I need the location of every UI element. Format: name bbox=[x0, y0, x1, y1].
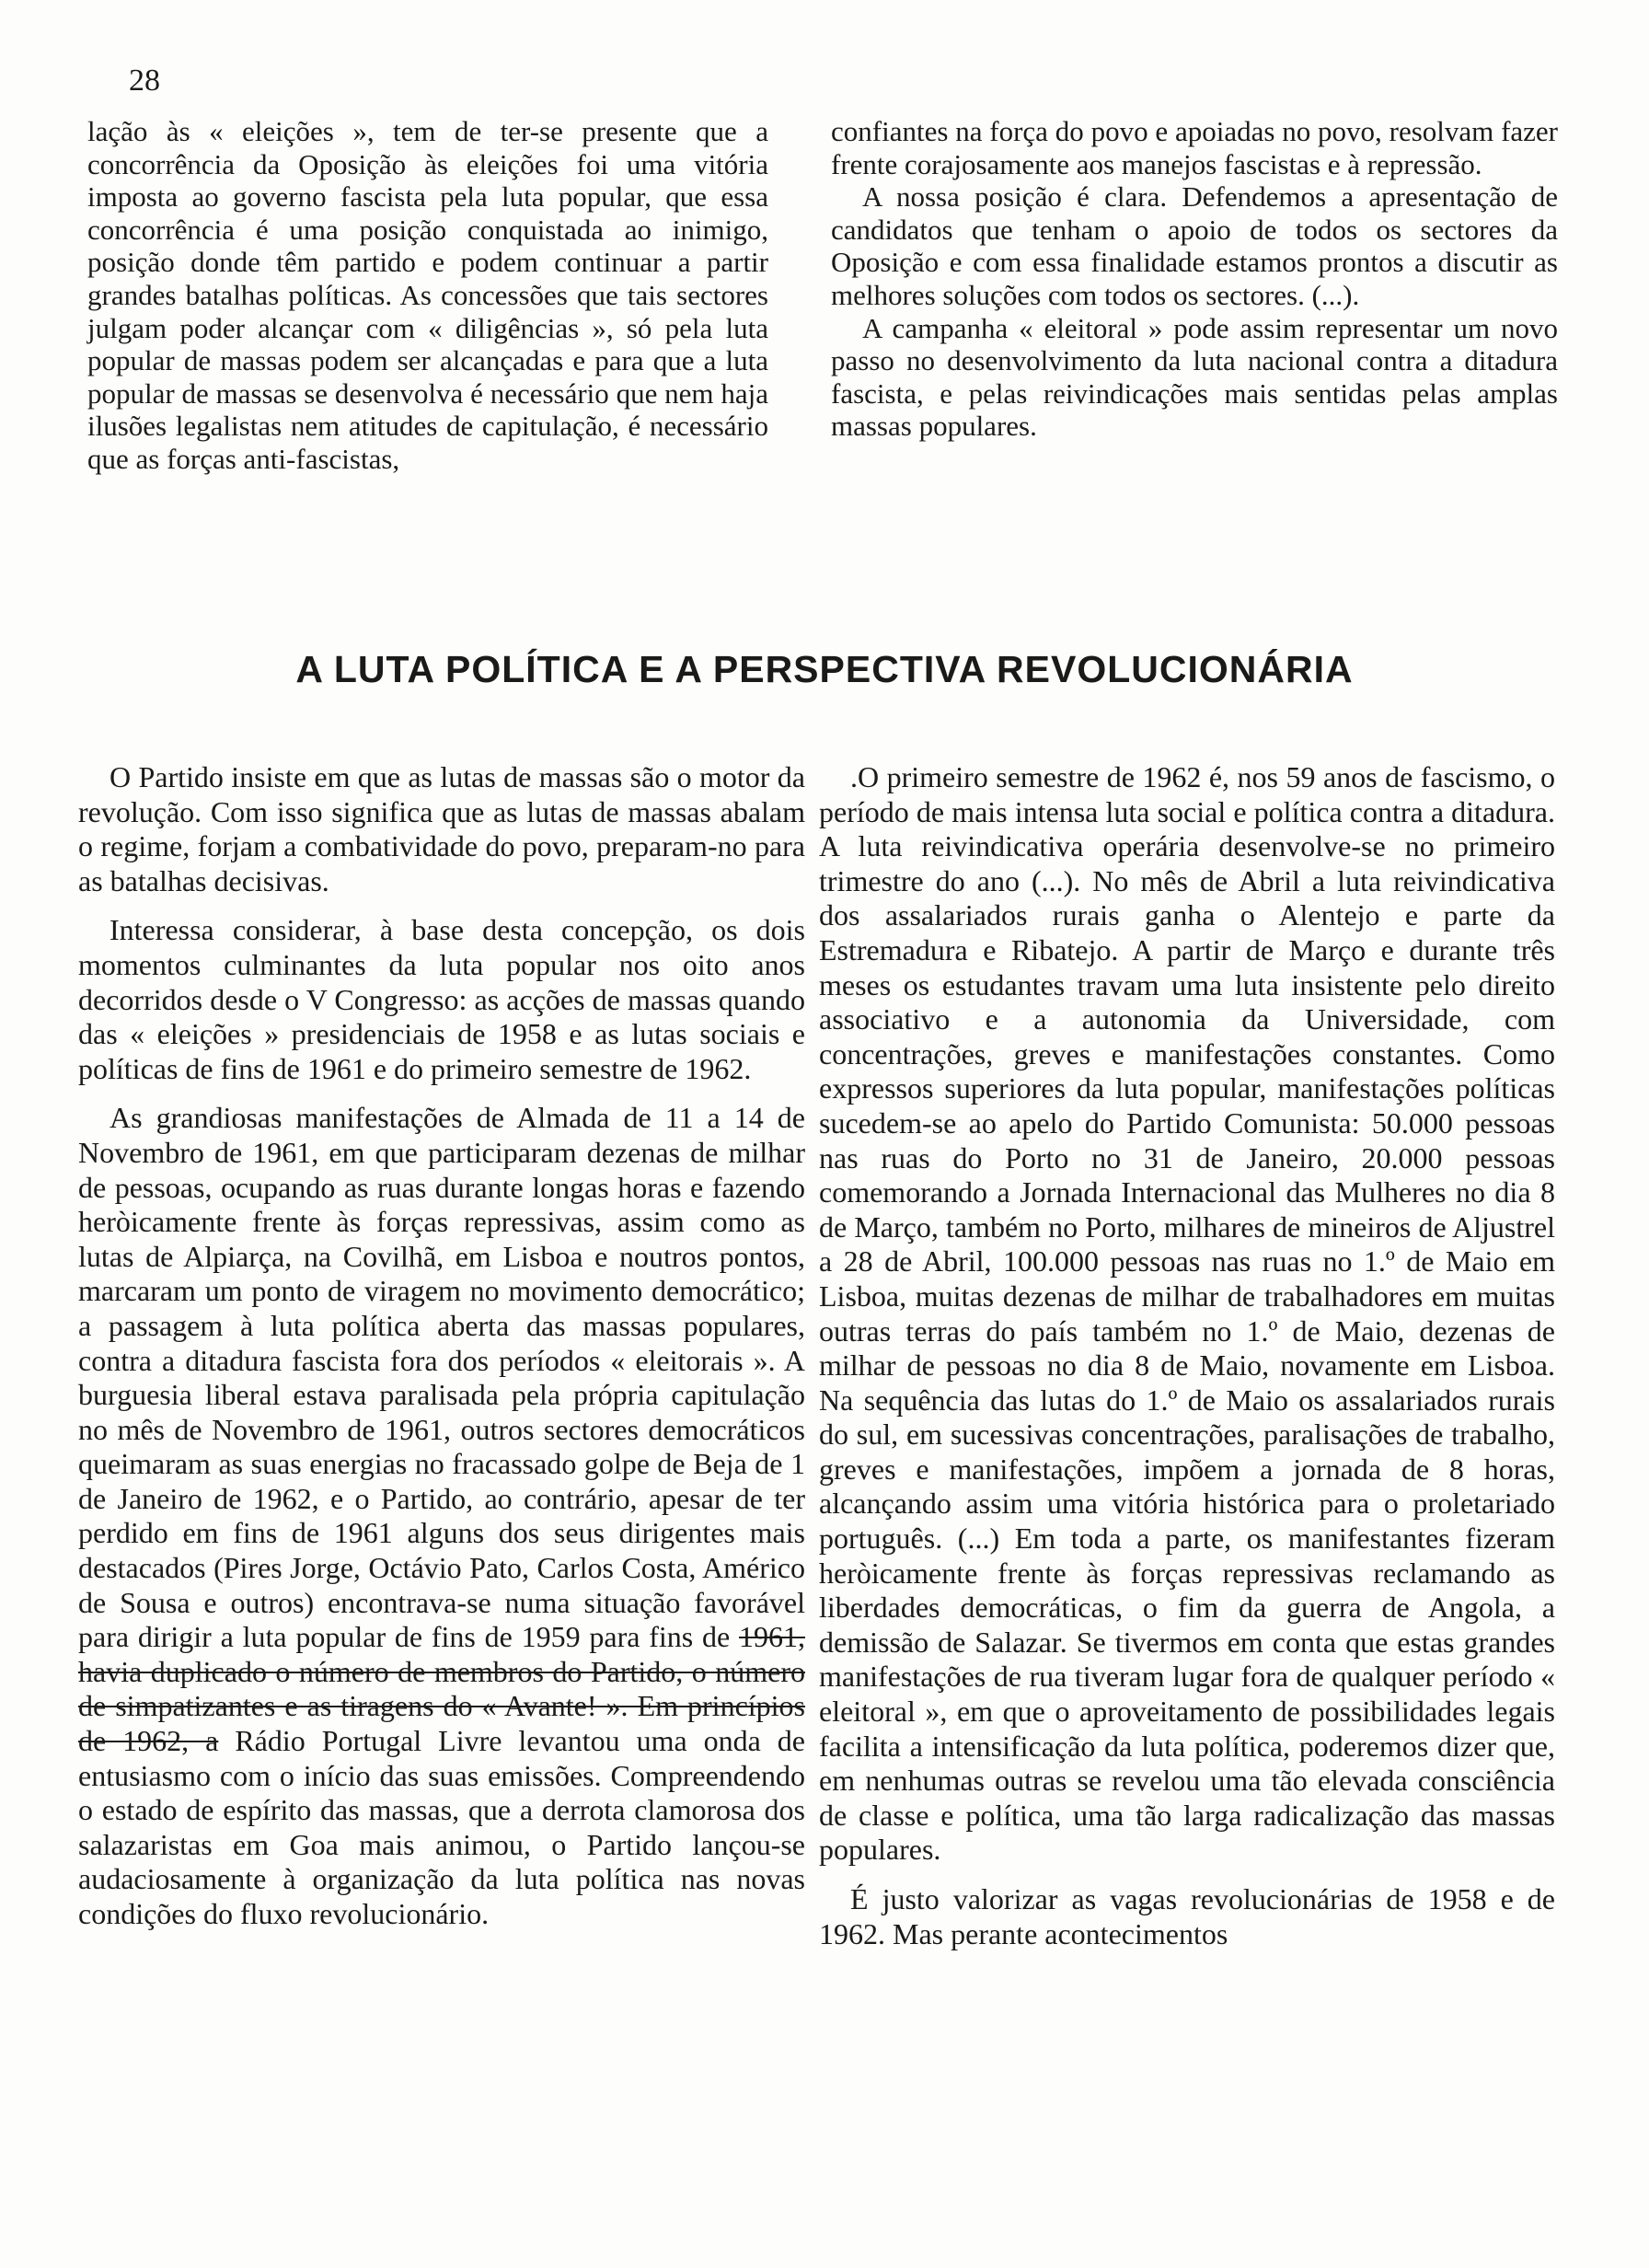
struck-through-text: 1961, havia duplicado o número de membros do Partido, o número de simpatizantes e as tiragens do « Avante! ». Em princípios de 1962, a bbox=[78, 1620, 805, 1758]
top-right-paragraph: confiantes na força do povo e apoiadas no povo, resolvam fazer frente corajosamente aos manejos fascistas e à repressão. bbox=[831, 115, 1558, 180]
bottom-right-paragraph: É justo valorizar as vagas revolucionárias de 1958 e de 1962. Mas perante acontecimentos bbox=[819, 1882, 1555, 1950]
top-right-paragraph: A campanha « eleitoral » pode assim representar um novo passo no desenvolvimento da luta nacional contra a ditadura fascista, e pelas reivindicações mais sentidas pelas amplas massas populares. bbox=[831, 311, 1558, 443]
bottom-right-column bbox=[819, 760, 1555, 1951]
paragraph-text: Rádio Portugal Livre levantou uma onda de entusiasmo com o início das suas emissões. Compreendendo o estado de espírito das massas, que a derrota clamorosa dos salazaristas em Goa mais animou, o Partido lançou-se audaciosamente à organização da luta política nas novas condições do fluxo revolucionário. bbox=[78, 1724, 806, 1930]
top-right-paragraph: A nossa posição é clara. Defendemos a apresentação de candidatos que tenham o apoio de todos os sectores da Oposição e com essa finalidade estamos prontos a discutir as melhores soluções com todos os sectores. (...). bbox=[831, 180, 1558, 311]
page-number: 28 bbox=[129, 64, 160, 98]
bottom-right-paragraph: .O primeiro semestre de 1962 é, nos 59 anos de fascismo, o período de mais intensa luta social e política contra a ditadura. A luta reivindicativa operária desenvolve-se no primeiro trimestre do ano (...). No mês de Abril a luta reivindicativa dos assalariados rurais ganha o Alentejo e parte da Estremadura e Ribatejo. A partir de Março e durante três meses os estudantes travam uma luta insistente pelo direito associativo e a autonomia da Universidade, com concentrações, greves e manifestações constantes. Como expressos superiores da luta popular, manifestações políticas sucedem-se ao apelo do Partido Comunista: 50.000 pessoas nas ruas do Porto no 31 de Janeiro, 20.000 pessoas comemorando a Jornada Internacional das Mulheres no dia 8 de Março, também no Porto, milhares de mineiros de Aljustrel a 28 de Abril, 100.000 pessoas nas ruas no 1.º de Maio em Lisboa, muitas dezenas de milhar de trabalhadores em muitas outras terras do país também no 1.º de Maio, dezenas de milhar de pessoas no dia 8 de Maio, novamente em Lisboa. Na sequência das lutas do 1.º de Maio os assalariados rurais do sul, em sucessivas concentrações, paralisações de trabalho, greves e manifestações, impõem a jornada de 8 horas, alcançando assim uma vitória histórica para o proletariado português. (...) Em toda a parte, os manifestantes fizeram heròicamente frente às forças repressivas reclamando as liberdades democráticas, o fim da guerra de Angola, a demissão de Salazar. Se tivermos em conta que estas grandes manifestações de rua tiveram lugar fora de qualquer período « eleitoral », em que o aproveitamento de possibilidades legais facilita a intensificação da luta política, poderemos dizer que, em nenhumas outras se revelou uma tão elevada consciência de classe e política, uma tão larga radicalização das massas populares. bbox=[819, 760, 1555, 1867]
top-left-paragraph: lação às « eleições », tem de ter-se presente que a concorrência da Oposição às eleições foi uma vitória imposta ao governo fascista pela luta popular, que essa concorrência é uma posição conquistada ao inimigo, posição donde têm partido e podem continuar a partir grandes batalhas políticas. As concessões que tais sectores julgam poder alcançar com « diligências », só pela luta popular de massas podem ser alcançadas e para que a luta popular de massas se desenvolva é necessário que nem haja ilusões legalistas nem atitudes de capitulação, é necessário que as forças anti-fascistas, bbox=[87, 115, 768, 475]
bottom-left-paragraph: Interessa considerar, à base desta concepção, os dois momentos culminantes da luta popular nos oito anos decorridos desde o V Congresso: as acções de massas quando das « eleições » presidenciais de 1958 e as lutas sociais e políticas de fins de 1961 e do primeiro semestre de 1962. bbox=[78, 913, 805, 1085]
top-left-column bbox=[87, 115, 768, 476]
bottom-left-column bbox=[78, 760, 805, 1932]
section-title: A LUTA POLÍTICA E A PERSPECTIVA REVOLUCIONÁRIA bbox=[295, 648, 1354, 690]
top-right-column bbox=[831, 115, 1558, 443]
bottom-left-paragraph bbox=[78, 1101, 805, 1931]
bottom-left-paragraph: O Partido insiste em que as lutas de massas são o motor da revolução. Com isso significa que as lutas de massas abalam o regime, forjam a combatividade do povo, preparam-no para as batalhas decisivas. bbox=[78, 760, 805, 897]
paragraph-text: As grandiosas manifestações de Almada de 11 a 14 de Novembro de 1961, em que participaram dezenas de milhar de pessoas, ocupando as ruas durante longas horas e fazendo heròicamente frente às forças repressivas, assim como as lutas de Alpiarça, na Covilhã, em Lisboa e noutros pontos, marcaram um ponto de viragem no movimento democrático; a passagem à luta política aberta das massas populares, contra a ditadura fascista fora dos períodos « eleitorais ». A burguesia liberal estava paralisada pela própria capitulação no mês de Novembro de 1961, outros sectores democráticos queimaram as suas energias no fracassado golpe de Beja de 1 de Janeiro de 1962, e o Partido, ao contrário, apesar de ter perdido em fins de 1961 alguns dos seus dirigentes mais destacados (Pires Jorge, Octávio Pato, Carlos Costa, Américo de Sousa e outros) encontrava-se numa situação favorável para dirigir a luta popular de fins de 1959 para fins de bbox=[78, 1101, 805, 1654]
